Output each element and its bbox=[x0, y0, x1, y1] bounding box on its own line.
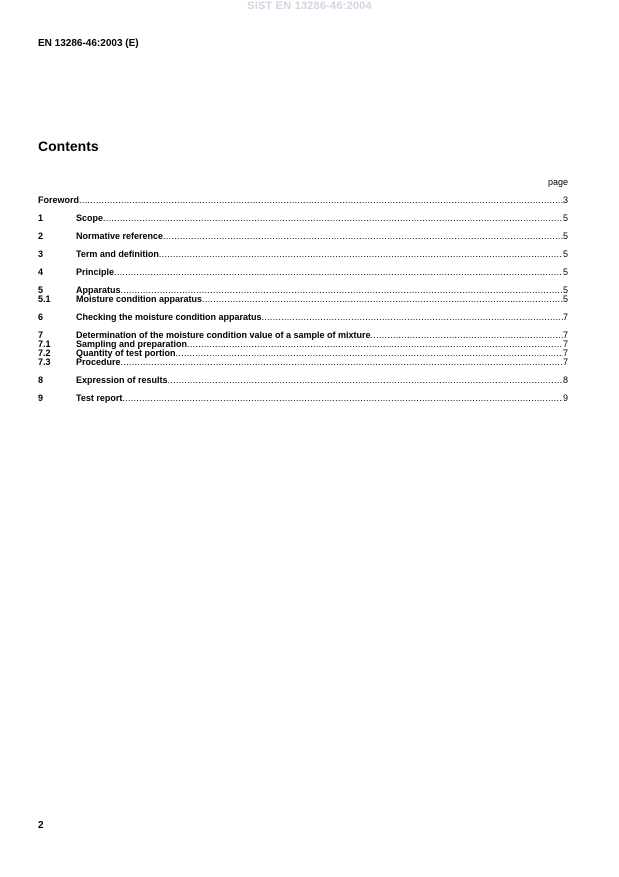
toc-leader bbox=[371, 331, 563, 340]
toc-number: 2 bbox=[38, 231, 44, 241]
toc-leader bbox=[262, 313, 563, 322]
toc-number: 5 bbox=[38, 285, 44, 295]
toc-leader bbox=[163, 232, 563, 241]
toc-leader bbox=[187, 340, 563, 349]
toc-entry-checking[interactable] bbox=[38, 313, 568, 322]
page-column-label: page bbox=[547, 177, 568, 187]
toc-entry-expression-of-results[interactable] bbox=[38, 376, 568, 385]
toc-page: 7 bbox=[562, 339, 568, 349]
toc-leader bbox=[114, 268, 563, 277]
toc-leader bbox=[122, 394, 563, 403]
toc-title: Checking the moisture condition apparatus bbox=[76, 312, 262, 322]
toc-title: Foreword bbox=[38, 195, 80, 205]
toc-page: 8 bbox=[562, 375, 568, 385]
toc-leader bbox=[79, 196, 563, 205]
watermark: SIST EN 13286-46:2004 bbox=[247, 0, 372, 12]
toc-page: 9 bbox=[562, 393, 568, 403]
toc-page: 5 bbox=[562, 294, 568, 304]
table-of-contents bbox=[38, 196, 568, 403]
toc-title: Moisture condition apparatus bbox=[76, 294, 203, 304]
toc-number: 4 bbox=[38, 267, 44, 277]
toc-page: 5 bbox=[562, 285, 568, 295]
toc-title: Quantity of test portion bbox=[76, 348, 176, 358]
toc-number: 7.3 bbox=[38, 357, 51, 367]
toc-page: 3 bbox=[562, 195, 568, 205]
toc-entry-foreword[interactable] bbox=[38, 196, 568, 205]
toc-title: Apparatus bbox=[76, 285, 121, 295]
toc-page: 7 bbox=[562, 348, 568, 358]
toc-number: 1 bbox=[38, 213, 44, 223]
toc-title: Determination of the moisture condition value of a sample of mixture bbox=[76, 330, 371, 340]
toc-page: 7 bbox=[562, 312, 568, 322]
toc-number: 8 bbox=[38, 375, 44, 385]
contents-heading: Contents bbox=[38, 138, 99, 154]
toc-entry-normative-reference[interactable] bbox=[38, 232, 568, 241]
toc-page: 5 bbox=[562, 213, 568, 223]
toc-leader bbox=[103, 214, 563, 223]
toc-title: Test report bbox=[76, 393, 123, 403]
toc-entry-scope[interactable] bbox=[38, 214, 568, 223]
toc-title: Normative reference bbox=[76, 231, 164, 241]
toc-page: 5 bbox=[562, 249, 568, 259]
document-id: EN 13286-46:2003 (E) bbox=[38, 38, 139, 49]
toc-entry-procedure[interactable] bbox=[38, 358, 568, 367]
toc-title: Expression of results bbox=[76, 375, 168, 385]
toc-leader bbox=[121, 358, 563, 367]
toc-page: 5 bbox=[562, 231, 568, 241]
toc-title: Scope bbox=[76, 213, 104, 223]
toc-entry-moisture-condition-apparatus[interactable] bbox=[38, 295, 568, 304]
toc-page: 7 bbox=[562, 357, 568, 367]
toc-page: 5 bbox=[562, 267, 568, 277]
toc-leader bbox=[159, 250, 563, 259]
toc-entry-term-definition[interactable] bbox=[38, 250, 568, 259]
toc-number: 9 bbox=[38, 393, 44, 403]
toc-title: Sampling and preparation bbox=[76, 339, 188, 349]
page-number: 2 bbox=[38, 820, 44, 831]
toc-leader bbox=[202, 295, 563, 304]
toc-page: 7 bbox=[562, 330, 568, 340]
toc-leader bbox=[168, 376, 563, 385]
toc-number: 7.2 bbox=[38, 348, 51, 358]
toc-number: 6 bbox=[38, 312, 44, 322]
toc-title: Principle bbox=[76, 267, 115, 277]
toc-number: 7.1 bbox=[38, 339, 51, 349]
toc-entry-test-report[interactable] bbox=[38, 394, 568, 403]
toc-title: Procedure bbox=[76, 357, 121, 367]
toc-entry-principle[interactable] bbox=[38, 268, 568, 277]
toc-number: 7 bbox=[38, 330, 44, 340]
toc-title: Term and definition bbox=[76, 249, 159, 259]
toc-number: 5.1 bbox=[38, 294, 51, 304]
toc-leader bbox=[176, 349, 563, 358]
toc-number: 3 bbox=[38, 249, 44, 259]
